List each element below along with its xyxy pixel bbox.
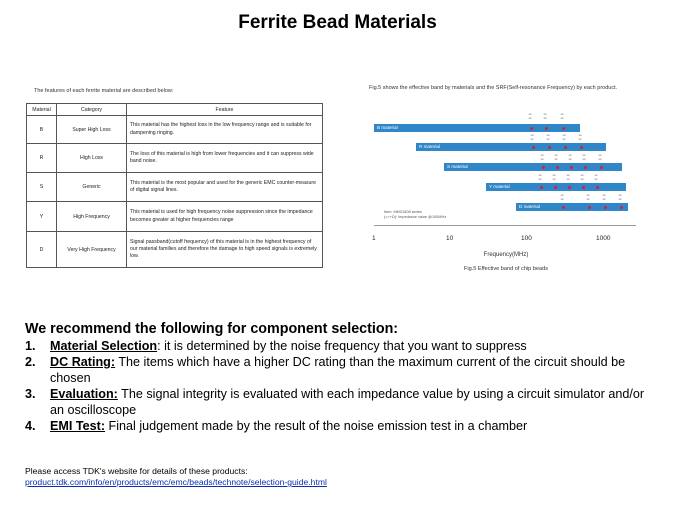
table-header-row — [27, 104, 323, 116]
bar-y-material: Y material — [486, 183, 626, 191]
srf-marker — [542, 166, 545, 169]
item-text: The signal integrity is evaluated with each impedance value by using a circuit simulator and/or an oscilloscope — [50, 387, 645, 417]
bar-s-material: S material — [444, 163, 622, 171]
srf-marker — [554, 186, 557, 189]
srf-marker — [596, 186, 599, 189]
item-number: 1. — [25, 339, 36, 353]
feature-cell: This material is the most popular and used for the generic EMC counter-measure of digital signal lines. — [127, 173, 323, 202]
product-spec-glyph: ▪▪▪ ▪▪▪ — [582, 153, 586, 161]
srf-marker — [562, 206, 565, 209]
srf-marker — [564, 146, 567, 149]
product-spec-glyph: ▪▪▪ ▪▪▪ — [543, 112, 547, 120]
product-spec-glyph: ▪▪▪ ▪▪▪ — [618, 193, 622, 201]
product-spec-glyph: ▪▪▪ ▪▪▪ — [554, 153, 558, 161]
recommendations-section — [25, 321, 655, 434]
item-number: 2. — [25, 355, 36, 369]
x-tick-100: 100 — [521, 235, 532, 242]
figure-caption: Fig.5 Effective band of chip beads — [463, 266, 549, 272]
effective-band-chart — [366, 82, 646, 282]
header-category: Category — [57, 104, 127, 116]
category-cell: Generic — [57, 173, 127, 202]
table-row — [27, 116, 323, 144]
srf-marker — [604, 206, 607, 209]
product-spec-glyph: ▪▪▪ ▪▪▪ — [568, 153, 572, 161]
product-spec-glyph: ▪▪▪ ▪▪▪ — [602, 193, 606, 201]
item-term: Material Selection — [50, 339, 158, 353]
category-cell: Super High Loss — [57, 116, 127, 144]
material-cell: D — [27, 232, 57, 268]
srf-marker — [530, 127, 533, 130]
srf-marker — [582, 186, 585, 189]
selection-guide-link[interactable]: product.tdk.com/info/en/products/emc/emc/beads/technote/selection-guide.html — [25, 477, 327, 487]
product-spec-glyph: ▪▪▪ ▪▪▪ — [560, 193, 564, 201]
product-spec-glyph: ▪▪▪ ▪▪▪ — [578, 133, 582, 141]
srf-marker — [556, 166, 559, 169]
item-term: DC Rating: — [50, 355, 116, 369]
table-row — [27, 144, 323, 173]
product-spec-glyph: ▪▪▪ ▪▪▪ — [546, 133, 550, 141]
category-cell: High Loss — [57, 144, 127, 173]
item-text: Final judgement made by the result of the noise emission test in a chamber — [105, 419, 528, 433]
product-spec-glyph: ▪▪▪ ▪▪▪ — [586, 193, 590, 201]
footer-text: Please access TDK's website for details of these products: — [25, 466, 248, 476]
list-item — [25, 354, 655, 386]
note-item: Item: MMZ1608 series — [384, 210, 422, 214]
product-spec-glyph: ▪▪▪ ▪▪▪ — [538, 173, 542, 181]
srf-marker — [570, 166, 573, 169]
list-item — [25, 418, 655, 434]
product-spec-glyph: ▪▪▪ ▪▪▪ — [552, 173, 556, 181]
srf-marker — [588, 206, 591, 209]
product-spec-glyph: ▪▪▪ ▪▪▪ — [594, 173, 598, 181]
table-row — [27, 202, 323, 232]
x-axis-label: Frequency(MHz) — [483, 252, 529, 258]
ferrite-feature-table — [26, 103, 323, 268]
material-cell: B — [27, 116, 57, 144]
note-impedance: (==+Ω): Impedance value @100MHz — [384, 214, 447, 219]
product-spec-glyph: ▪▪▪ ▪▪▪ — [540, 153, 544, 161]
table-row — [27, 173, 323, 202]
item-number: 3. — [25, 387, 36, 401]
material-cell: R — [27, 144, 57, 173]
feature-cell: This material has the highest loss in the low frequency range and is suitable for dampening ringing. — [127, 116, 323, 144]
chart-caption: Fig.5 shows the effective band by materials and the SRF(Self-resonance Frequency) by each product. — [369, 85, 618, 91]
bar-b-material: B material — [374, 124, 580, 132]
recommendations-heading: We recommend the following for component selection: — [25, 321, 399, 337]
srf-marker — [580, 146, 583, 149]
srf-marker — [584, 166, 587, 169]
feature-cell: Signal passband(cutoff frequency) of this material is in the highest frequency of our material families and therefore the damage to high speed signals is extremely low. — [127, 232, 323, 268]
srf-marker — [545, 127, 548, 130]
item-text: : it is determined by the noise frequency that you want to suppress — [157, 339, 527, 353]
ferrite-feature-table-figure — [26, 88, 324, 268]
product-spec-glyph: ▪▪▪ ▪▪▪ — [560, 112, 564, 120]
srf-marker — [540, 186, 543, 189]
material-cell: S — [27, 173, 57, 202]
srf-marker — [620, 206, 623, 209]
header-material: Material — [27, 104, 57, 116]
product-spec-glyph: ▪▪▪ ▪▪▪ — [530, 133, 534, 141]
chart-note — [384, 210, 446, 219]
product-spec-glyph: ▪▪▪ ▪▪▪ — [598, 153, 602, 161]
category-cell: High Frequency — [57, 202, 127, 232]
x-tick-1000: 1000 — [596, 235, 611, 242]
header-feature: Feature — [127, 104, 323, 116]
product-spec-glyph: ▪▪▪ ▪▪▪ — [566, 173, 570, 181]
product-spec-glyph: ▪▪▪ ▪▪▪ — [580, 173, 584, 181]
product-spec-glyph: ▪▪▪ ▪▪▪ — [528, 112, 532, 120]
category-cell: Very High Frequency — [57, 232, 127, 268]
material-cell: Y — [27, 202, 57, 232]
page-title: Ferrite Bead Materials — [238, 12, 437, 33]
table-caption: The features of each ferrite material are described below: — [34, 88, 174, 94]
feature-cell: This material is used for high frequency noise suppression since the impedance becomes greater at higher frequencies range — [127, 202, 323, 232]
srf-marker — [600, 166, 603, 169]
item-number: 4. — [25, 419, 36, 433]
srf-marker — [548, 146, 551, 149]
bar-d-material: D material — [516, 203, 628, 211]
list-item — [25, 338, 655, 354]
footer — [25, 466, 327, 488]
item-text: The items which have a higher DC rating than the maximum current of the circuit should be chosen — [50, 355, 626, 385]
product-spec-glyph: ▪▪▪ ▪▪▪ — [562, 133, 566, 141]
srf-marker — [568, 186, 571, 189]
item-term: EMI Test: — [50, 419, 106, 433]
srf-marker — [532, 146, 535, 149]
list-item — [25, 386, 655, 418]
bar-r-material: R material — [416, 143, 606, 151]
x-tick-1: 1 — [372, 235, 376, 242]
recommendations-list — [25, 338, 655, 434]
table-row — [27, 232, 323, 268]
feature-cell: The loss of this material is high from lower frequencies and it can suppress wide band noise. — [127, 144, 323, 173]
x-tick-10: 10 — [446, 235, 454, 242]
x-axis-line — [374, 225, 636, 226]
item-term: Evaluation: — [50, 387, 118, 401]
srf-marker — [562, 127, 565, 130]
